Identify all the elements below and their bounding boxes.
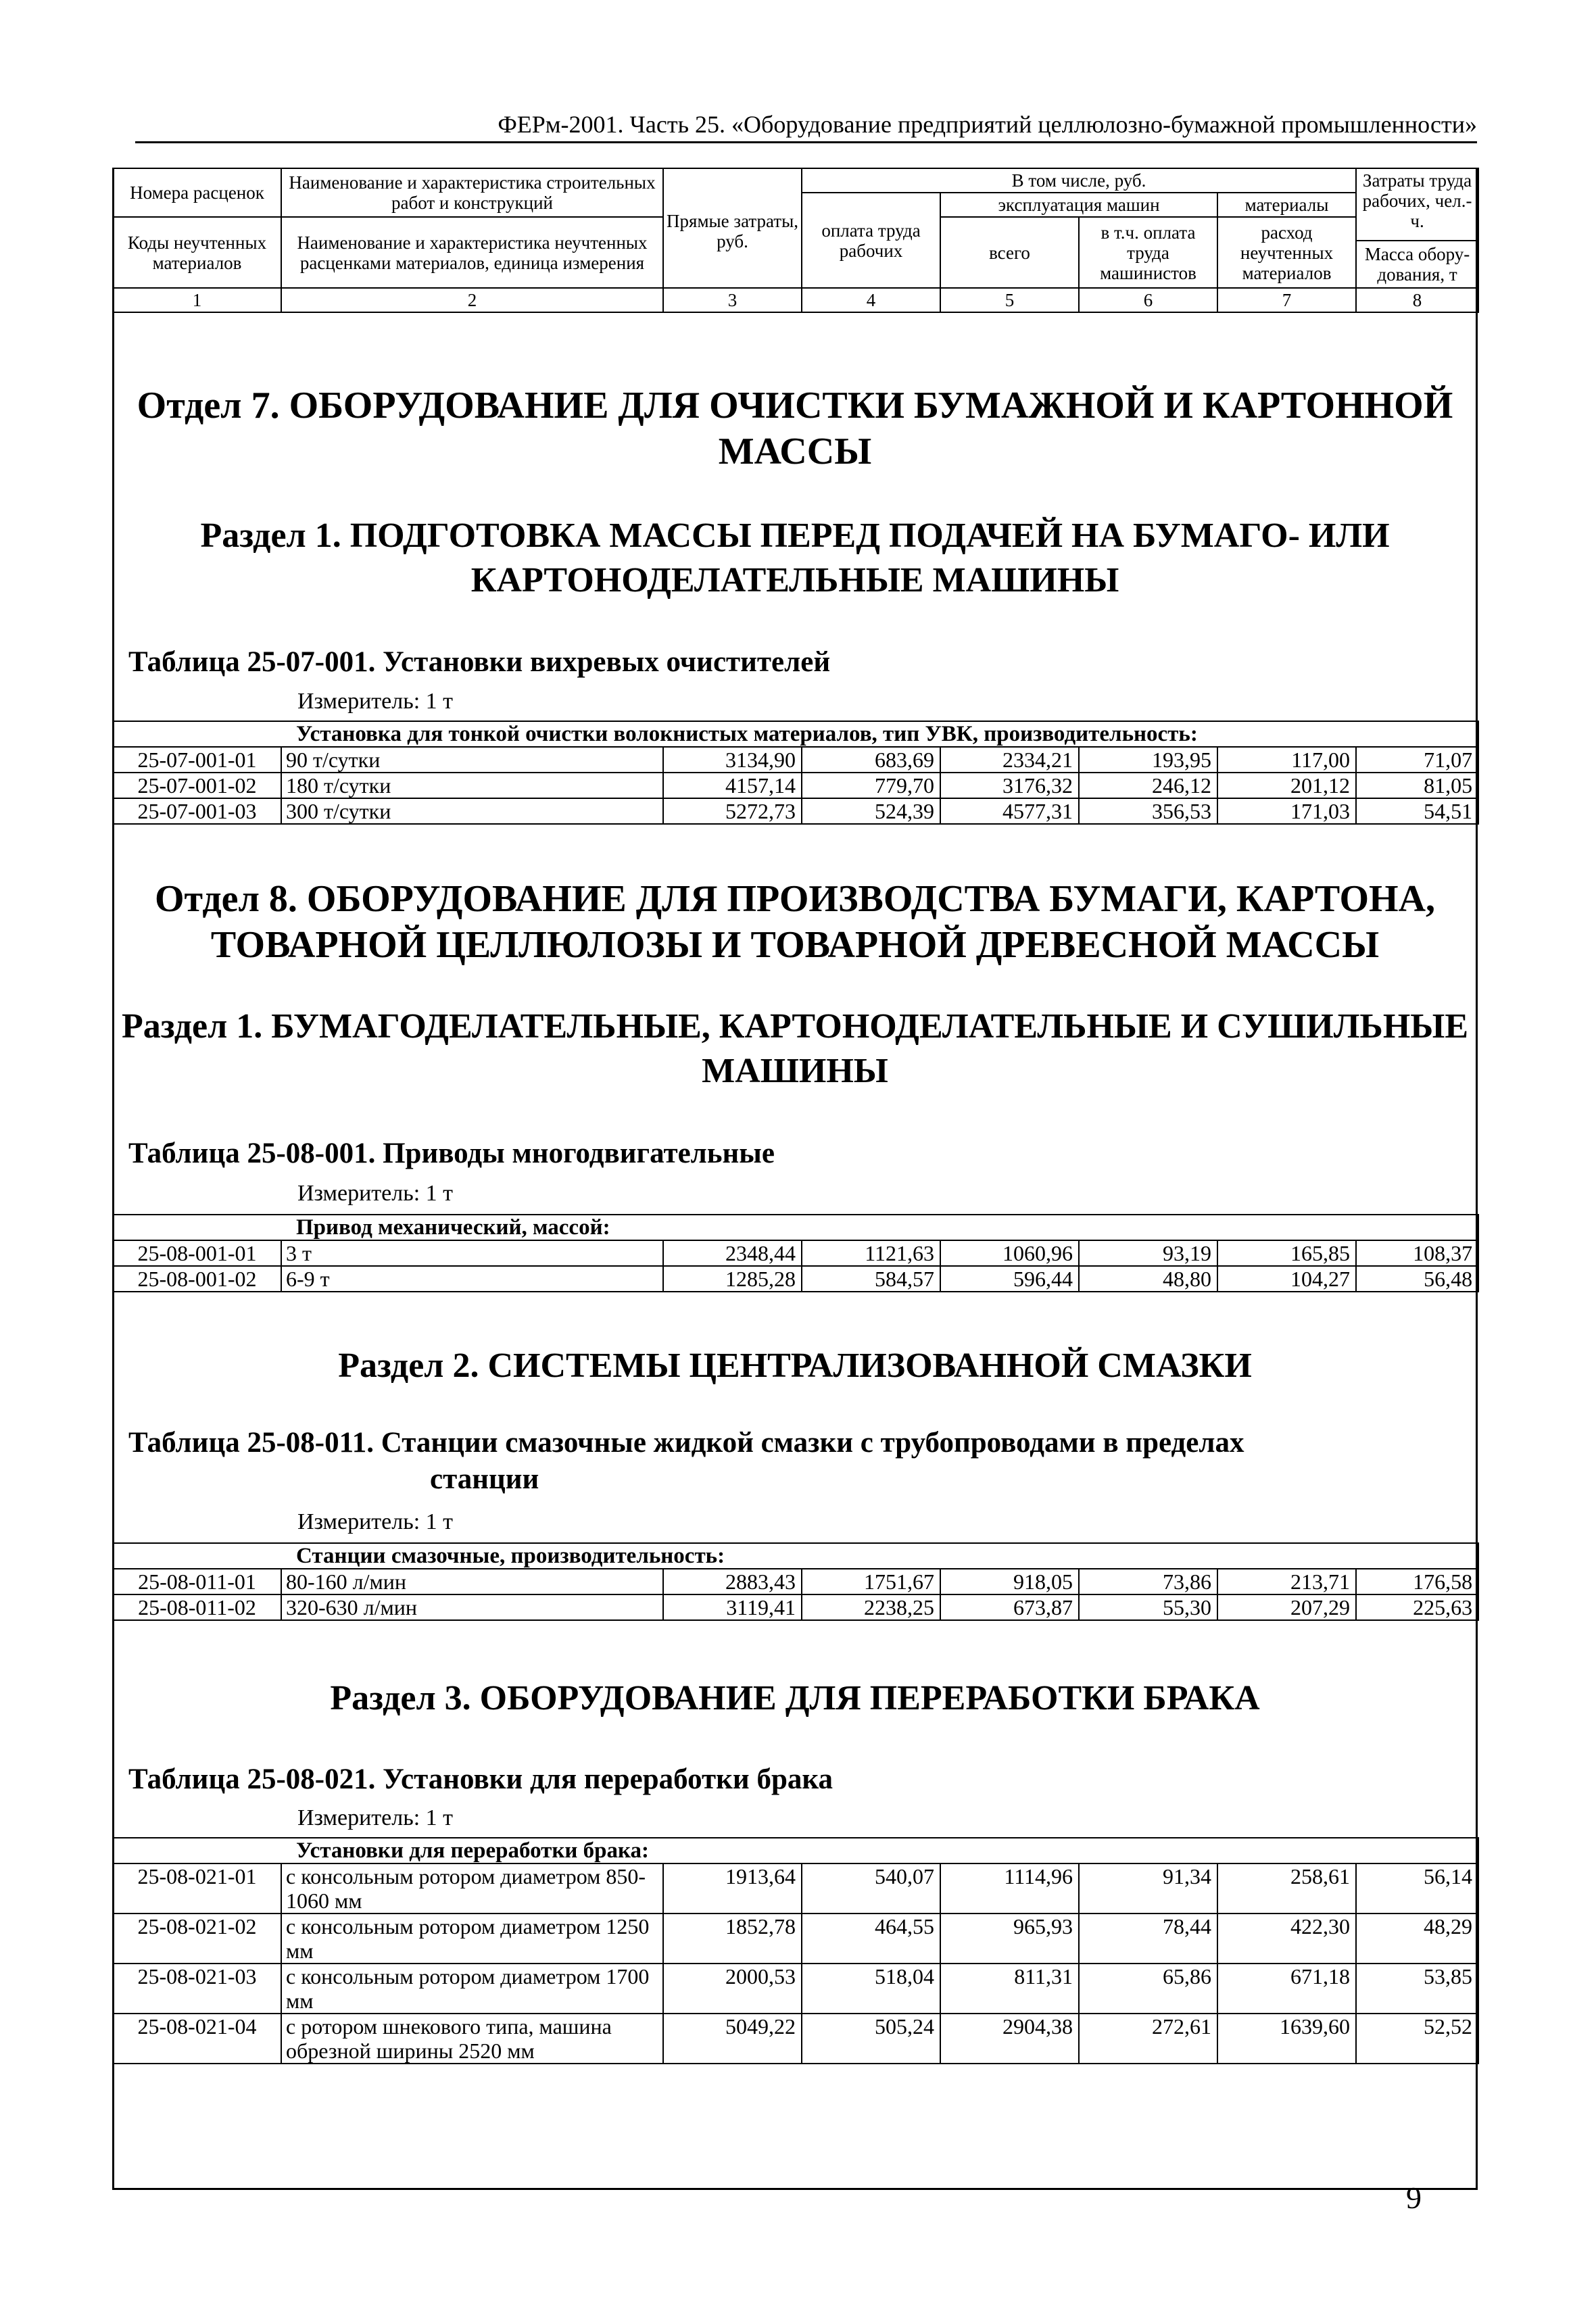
direct-cost: 3134,90: [663, 747, 802, 773]
driver-pay: 246,12: [1079, 773, 1217, 798]
direct-cost: 2348,44: [663, 1240, 802, 1266]
driver-pay: 78,44: [1079, 1914, 1217, 1964]
rate-name: 6-9 т: [281, 1266, 663, 1292]
department-8-section-2-heading: Раздел 2. СИСТЕМЫ ЦЕНТРАЛИЗОВАННОЙ СМАЗКИ: [338, 1346, 1252, 1385]
labor-pay: 683,69: [802, 747, 940, 773]
table-title: Установки вихревых очистителей: [383, 646, 831, 678]
materials-cost: 165,85: [1217, 1240, 1356, 1266]
driver-pay: 356,53: [1079, 798, 1217, 824]
rate-code: 25-08-021-02: [113, 1914, 281, 1964]
rate-code: 25-08-011-01: [113, 1569, 281, 1594]
table-title: Станции смазочные жидкой смазки с трубопроводами в пределах: [381, 1427, 1244, 1459]
table-row: [113, 1863, 1478, 1914]
col3: Прямые затраты, руб.: [663, 168, 802, 288]
table-title: Установки для переработки брака: [383, 1763, 833, 1795]
col1-top: Номера расценок: [113, 168, 281, 217]
labor-hours: 52,52: [1356, 2014, 1478, 2064]
machine-cost: 596,44: [940, 1266, 1079, 1292]
table-title: Приводы многодвигательные: [383, 1138, 775, 1169]
rate-name: 3 т: [281, 1240, 663, 1266]
driver-pay: 272,61: [1079, 2014, 1217, 2064]
department-8-heading: Отдел 8. ОБОРУДОВАНИЕ ДЛЯ ПРОИЗВОДСТВА БУМАГИ, КАРТОНА, ТОВАРНОЙ ЦЕЛЛЮЛОЗЫ И ТОВАРНОЙ ДРЕВЕСНОЙ МАССЫ: [154, 878, 1436, 966]
col-number: 5: [940, 288, 1079, 312]
labor-hours: 71,07: [1356, 747, 1478, 773]
measure-unit: Измеритель: 1 т: [297, 1181, 454, 1206]
group-header: Привод механический, массой:: [113, 1215, 1478, 1240]
table-row: [113, 2014, 1478, 2064]
machine-cost: 2334,21: [940, 747, 1079, 773]
rate-code: 25-08-011-02: [113, 1594, 281, 1620]
measure-unit: Измеритель: 1 т: [297, 1509, 454, 1534]
labor-pay: 1751,67: [802, 1569, 940, 1594]
materials-cost: 207,29: [1217, 1594, 1356, 1620]
rate-code: 25-07-001-01: [113, 747, 281, 773]
machine-cost: 673,87: [940, 1594, 1079, 1620]
labor-hours: 81,05: [1356, 773, 1478, 798]
machine-cost: 811,31: [940, 1964, 1079, 2014]
driver-pay: 65,86: [1079, 1964, 1217, 2014]
labor-pay: 584,57: [802, 1266, 940, 1292]
materials-cost: 671,18: [1217, 1964, 1356, 2014]
table-code: Таблица 25-08-011.: [128, 1427, 374, 1459]
materials-cost: 104,27: [1217, 1266, 1356, 1292]
col6-driver-pay: в т.ч. оплата труда машинистов: [1079, 217, 1217, 288]
col7-material-use: расход неучтенных материалов: [1217, 217, 1356, 288]
col8-bottom: Масса обору-дования, т: [1356, 241, 1478, 288]
running-title: ФЕРм-2001. Часть 25. «Оборудование предприятий целлюлозно-бумажной промышленности»: [498, 111, 1477, 138]
table-row: [113, 773, 1478, 798]
col-number: 3: [663, 288, 802, 312]
direct-cost: 1913,64: [663, 1863, 802, 1914]
driver-pay: 93,19: [1079, 1240, 1217, 1266]
rate-name: с консольным ротором диаметром 1250 мм: [281, 1914, 663, 1964]
driver-pay: 91,34: [1079, 1863, 1217, 1914]
table-caption: [128, 1136, 1453, 1172]
materials-cost: 258,61: [1217, 1863, 1356, 1914]
direct-cost: 3119,41: [663, 1594, 802, 1620]
materials-header: материалы: [1217, 193, 1356, 217]
rate-code: 25-08-001-02: [113, 1266, 281, 1292]
col-number: 7: [1217, 288, 1356, 312]
materials-cost: 213,71: [1217, 1569, 1356, 1594]
group-header: Установки для переработки брака:: [113, 1838, 1478, 1863]
labor-hours: 56,48: [1356, 1266, 1478, 1292]
col2-bottom: Наименование и характеристика неучтенных расценками материалов, единица измерения: [281, 217, 663, 288]
page-number: 9: [1406, 2180, 1422, 2215]
driver-pay: 193,95: [1079, 747, 1217, 773]
table-row: [113, 747, 1478, 773]
direct-cost: 1285,28: [663, 1266, 802, 1292]
machine-cost: 1114,96: [940, 1863, 1079, 1914]
labor-hours: 225,63: [1356, 1594, 1478, 1620]
materials-cost: 422,30: [1217, 1914, 1356, 1964]
machines-header: эксплуатация машин: [940, 193, 1217, 217]
rates-table: [112, 721, 1479, 825]
rate-code: 25-07-001-03: [113, 798, 281, 824]
table-caption: [128, 1761, 1453, 1798]
machine-cost: 4577,31: [940, 798, 1079, 824]
materials-cost: 1639,60: [1217, 2014, 1356, 2064]
col-number: 2: [281, 288, 663, 312]
materials-cost: 117,00: [1217, 747, 1356, 773]
labor-pay: 464,55: [802, 1914, 940, 1964]
group-header: Станции смазочные, производительность:: [113, 1543, 1478, 1569]
table-row: [113, 1266, 1478, 1292]
incl-header: В том числе, руб.: [802, 168, 1356, 193]
table-caption: [128, 644, 1453, 681]
col4-labor: оплата труда рабочих: [802, 193, 940, 288]
col-number: 6: [1079, 288, 1217, 312]
labor-pay: 1121,63: [802, 1240, 940, 1266]
rates-table: [112, 1214, 1479, 1292]
rate-name: 320-630 л/мин: [281, 1594, 663, 1620]
department-8-section-3-heading: Раздел 3. ОБОРУДОВАНИЕ ДЛЯ ПЕРЕРАБОТКИ БРАКА: [330, 1679, 1260, 1717]
table-row: [113, 1569, 1478, 1594]
table-caption: [128, 1425, 1453, 1498]
direct-cost: 5049,22: [663, 2014, 802, 2064]
labor-hours: 108,37: [1356, 1240, 1478, 1266]
group-header: Установка для тонкой очистки волокнистых материалов, тип УВК, производительность:: [113, 721, 1478, 747]
table-title-continuation: станции: [430, 1463, 539, 1495]
col8-top: Затраты труда рабочих, чел.-ч.: [1356, 168, 1478, 241]
direct-cost: 2883,43: [663, 1569, 802, 1594]
labor-hours: 176,58: [1356, 1569, 1478, 1594]
table-row: [113, 1594, 1478, 1620]
measure-unit: Измеритель: 1 т: [297, 1805, 454, 1830]
machine-cost: 3176,32: [940, 773, 1079, 798]
table-row: [113, 1964, 1478, 2014]
table-code: Таблица 25-08-001.: [128, 1138, 376, 1169]
labor-pay: 540,07: [802, 1863, 940, 1914]
column-header-table: [112, 168, 1479, 313]
labor-hours: 53,85: [1356, 1964, 1478, 2014]
labor-pay: 779,70: [802, 773, 940, 798]
col2-top: Наименование и характеристика строительных работ и конструкций: [281, 168, 663, 217]
machine-cost: 1060,96: [940, 1240, 1079, 1266]
measure-unit: Измеритель: 1 т: [297, 689, 454, 714]
machine-cost: 2904,38: [940, 2014, 1079, 2064]
rate-code: 25-07-001-02: [113, 773, 281, 798]
table-row: [113, 1240, 1478, 1266]
driver-pay: 48,80: [1079, 1266, 1217, 1292]
rate-name: 90 т/сутки: [281, 747, 663, 773]
department-7-heading: Отдел 7. ОБОРУДОВАНИЕ ДЛЯ ОЧИСТКИ БУМАЖНОЙ И КАРТОННОЙ МАССЫ: [137, 385, 1453, 472]
labor-pay: 524,39: [802, 798, 940, 824]
labor-pay: 518,04: [802, 1964, 940, 2014]
driver-pay: 55,30: [1079, 1594, 1217, 1620]
col5-total: всего: [940, 217, 1079, 288]
rate-name: с ротором шнекового типа, машина обрезной ширины 2520 мм: [281, 2014, 663, 2064]
direct-cost: 1852,78: [663, 1914, 802, 1964]
labor-pay: 2238,25: [802, 1594, 940, 1620]
table-code: Таблица 25-08-021.: [128, 1763, 376, 1795]
rate-code: 25-08-021-01: [113, 1863, 281, 1914]
direct-cost: 4157,14: [663, 773, 802, 798]
labor-pay: 505,24: [802, 2014, 940, 2064]
rate-code: 25-08-021-03: [113, 1964, 281, 2014]
rate-code: 25-08-001-01: [113, 1240, 281, 1266]
labor-hours: 54,51: [1356, 798, 1478, 824]
rate-name: 80-160 л/мин: [281, 1569, 663, 1594]
direct-cost: 5272,73: [663, 798, 802, 824]
col-number: 4: [802, 288, 940, 312]
header-rule: [135, 141, 1477, 143]
machine-cost: 918,05: [940, 1569, 1079, 1594]
table-code: Таблица 25-07-001.: [128, 646, 376, 678]
rate-code: 25-08-021-04: [113, 2014, 281, 2064]
rates-table: [112, 1542, 1479, 1621]
department-7-section-1-heading: Раздел 1. ПОДГОТОВКА МАССЫ ПЕРЕД ПОДАЧЕЙ НА БУМАГО- ИЛИ КАРТОНОДЕЛАТЕЛЬНЫЕ МАШИНЫ: [200, 516, 1390, 600]
department-8-section-1-heading: Раздел 1. БУМАГОДЕЛАТЕЛЬНЫЕ, КАРТОНОДЕЛАТЕЛЬНЫЕ И СУШИЛЬНЫЕ МАШИНЫ: [121, 1007, 1469, 1090]
materials-cost: 201,12: [1217, 773, 1356, 798]
rate-name: с консольным ротором диаметром 850-1060 мм: [281, 1863, 663, 1914]
rate-name: 180 т/сутки: [281, 773, 663, 798]
machine-cost: 965,93: [940, 1914, 1079, 1964]
labor-hours: 48,29: [1356, 1914, 1478, 1964]
materials-cost: 171,03: [1217, 798, 1356, 824]
col-number: 1: [113, 288, 281, 312]
rate-name: 300 т/сутки: [281, 798, 663, 824]
rates-table: [112, 1837, 1479, 2064]
col1-bottom: Коды неучтенных материалов: [113, 217, 281, 288]
col-number: 8: [1356, 288, 1478, 312]
direct-cost: 2000,53: [663, 1964, 802, 2014]
rate-name: с консольным ротором диаметром 1700 мм: [281, 1964, 663, 2014]
table-row: [113, 1914, 1478, 1964]
driver-pay: 73,86: [1079, 1569, 1217, 1594]
table-row: [113, 798, 1478, 824]
labor-hours: 56,14: [1356, 1863, 1478, 1914]
